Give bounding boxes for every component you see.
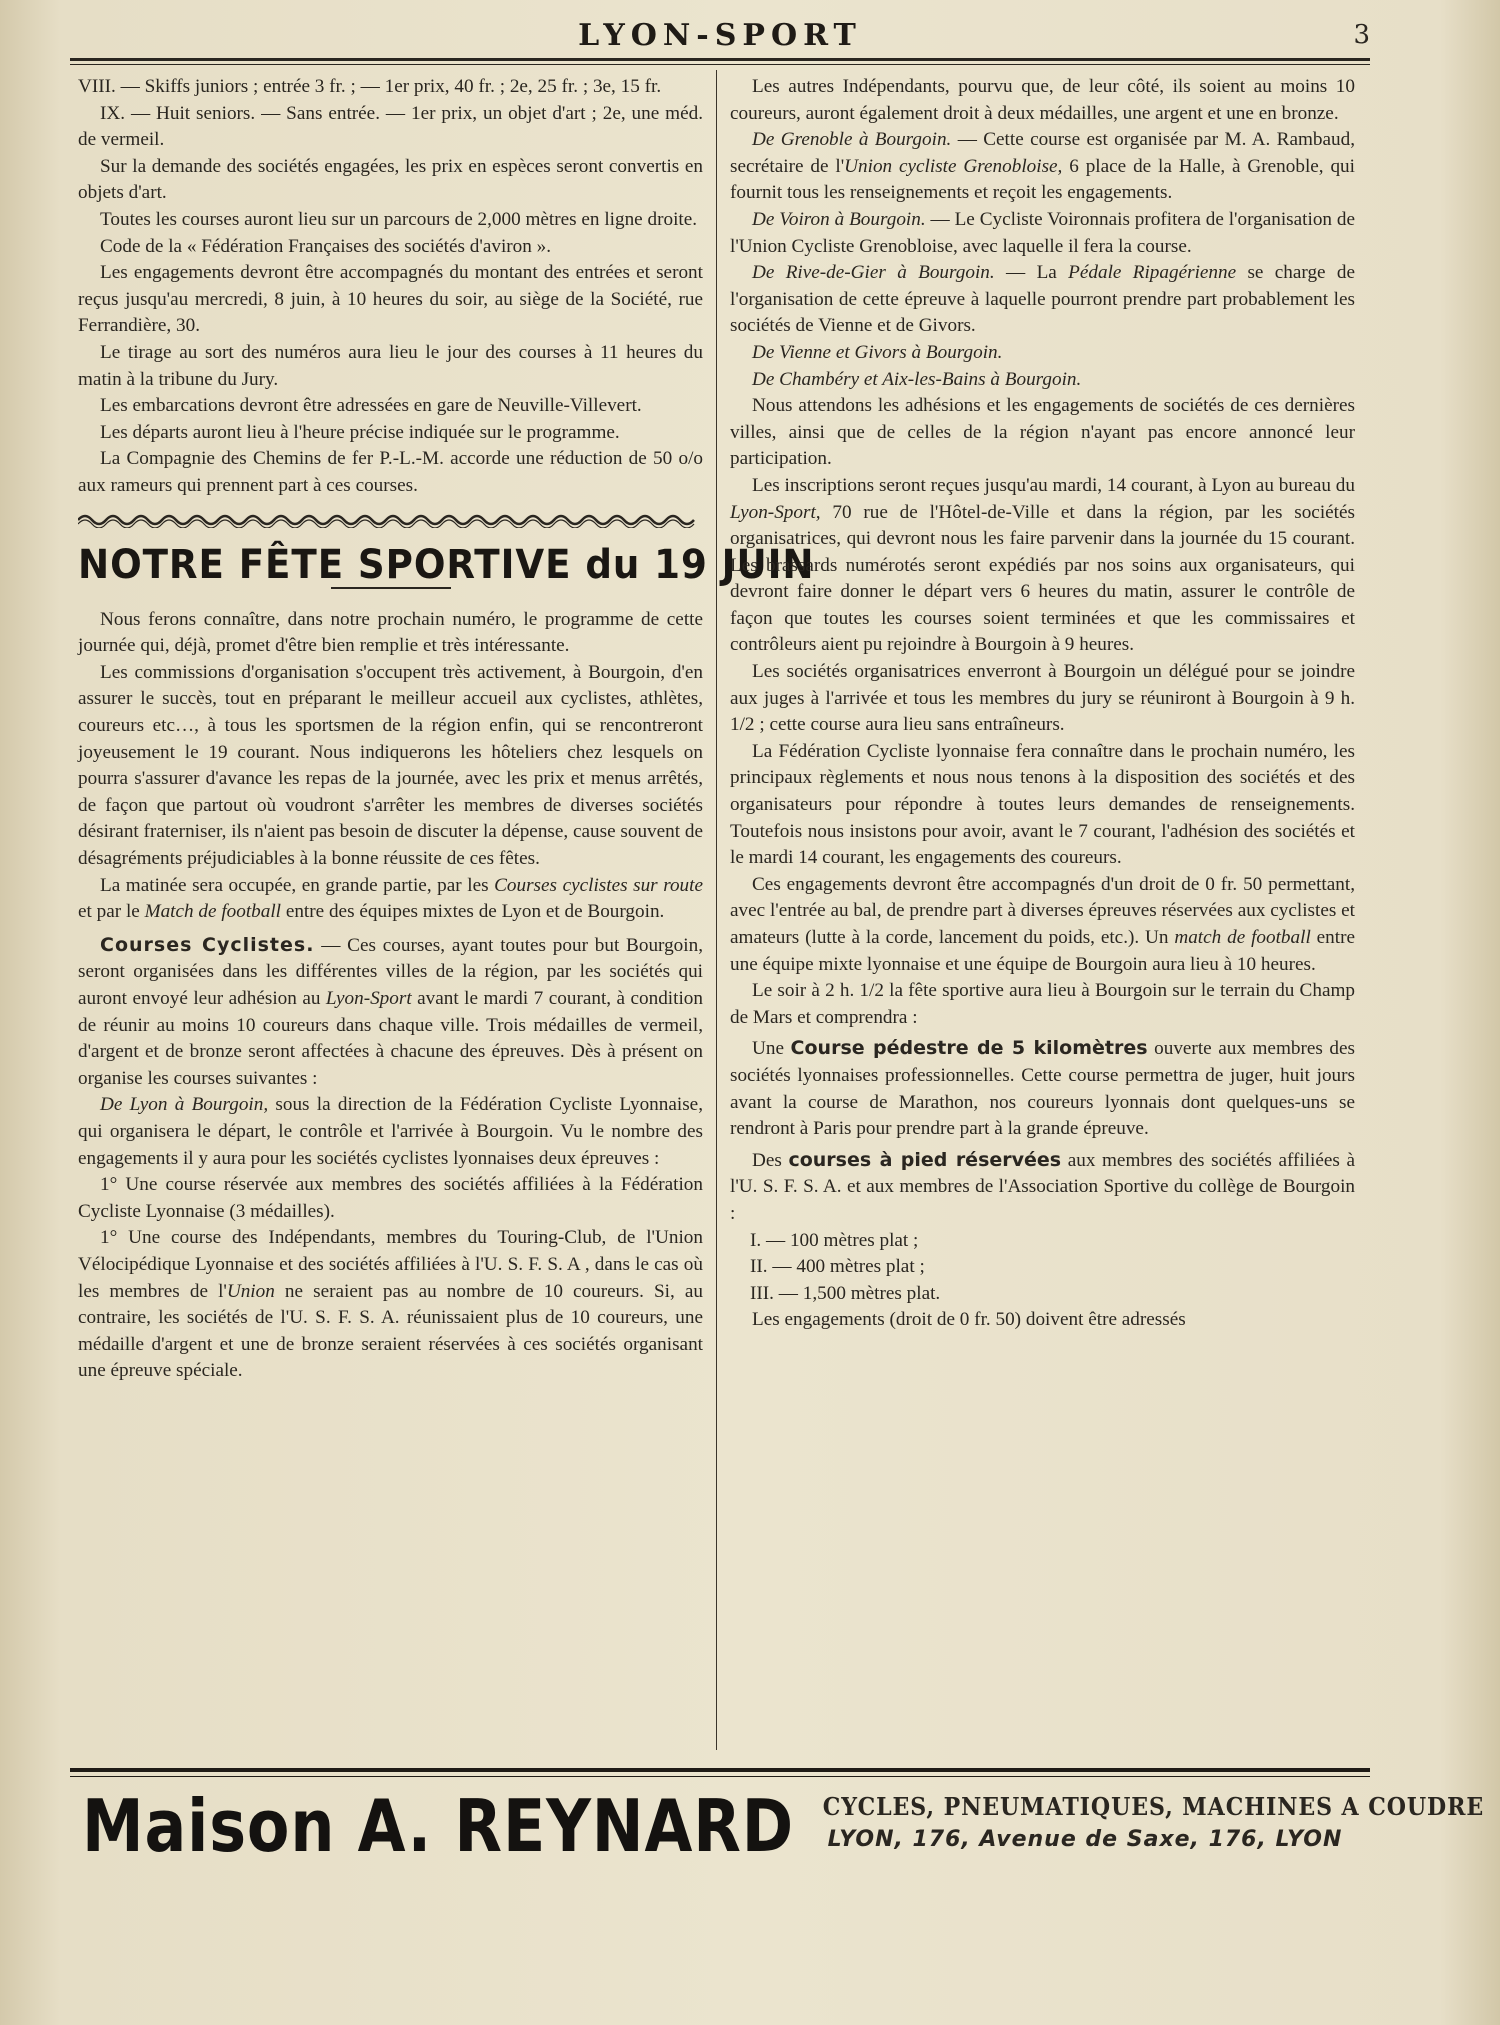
section-subhead: Courses Cyclistes. bbox=[100, 933, 315, 956]
paragraph: Courses Cyclistes. — Ces courses, ayant toutes pour but Bourgoin, seront organisées dans les différentes villes de la région, par les sociétés qui auront envoyé leur adhésion au Lyon-Sport avant le mardi 7 courant, à condition de réunir au moins 10 coureurs dans chaque ville. Trois médailles de vermeil, d'argent et de bronze seront affectées à chacune des épreuves. Dès à présent on organise les courses suivantes : bbox=[78, 933, 703, 1089]
advertisement-rule bbox=[70, 1768, 1370, 1772]
column-divider bbox=[716, 70, 717, 1750]
paragraph: VIII. — Skiffs juniors ; entrée 3 fr. ; — 1er prix, 40 fr. ; 2e, 25 fr. ; 3e, 15 fr. bbox=[78, 76, 662, 97]
paragraph: La matinée sera occupée, en grande partie, par les Courses cyclistes sur route et par le Match de football entre des équipes mixtes de Lyon et de Bourgoin. bbox=[78, 874, 703, 923]
paragraph: De Grenoble à Bourgoin. — Cette course est organisée par M. A. Rambaud, secrétaire de l'Union cycliste Grenobloise, 6 place de la Halle, à Grenoble, qui fournit tous les renseignements et reçoit les engagements. bbox=[730, 129, 1355, 204]
paragraph: Le tirage au sort des numéros aura lieu le jour des courses à 11 heures du matin à la tribune du Jury. bbox=[78, 341, 703, 390]
paragraph: 1° Une course réservée aux membres des sociétés affiliées à la Fédération Cycliste Lyonnaise (3 médailles). bbox=[78, 1174, 703, 1222]
right-column bbox=[730, 74, 1355, 1334]
advertisement-rule-thin bbox=[70, 1776, 1370, 1777]
paragraph: De Rive-de-Gier à Bourgoin. — La Pédale Ripagérienne se charge de l'organisation de cette épreuve à laquelle pourront prendre part probablement les sociétés de Vienne et de Givors. bbox=[730, 262, 1356, 337]
paragraph: Toutes les courses auront lieu sur un parcours de 2,000 mètres en ligne droite. bbox=[100, 208, 698, 230]
paragraph: Ces engagements devront être accompagnés d'un droit de 0 fr. 50 permettant, avec l'entrée au bal, de prendre part à diverses épreuves réservées aux cyclistes et amateurs (lutte à la corde, lancement du poids, etc.). Un match de football entre une équipe mixte lyonnaise et une équipe de Bourgoin aura lieu à 10 heures. bbox=[730, 873, 1356, 975]
list-item: III. — 1,500 mètres plat. bbox=[750, 1282, 941, 1304]
advertisement-name: Maison A. REYNARD bbox=[82, 1784, 795, 1868]
page-number: 3 bbox=[1353, 20, 1370, 50]
masthead-rule bbox=[70, 58, 1370, 61]
advertisement-address: LYON, 176, Avenue de Saxe, 176, LYON bbox=[827, 1827, 1343, 1852]
paragraph: De Lyon à Bourgoin, sous la direction de la Fédération Cycliste Lyonnaise, qui organisera le départ, le contrôle et l'arrivée à Bourgoin. Vu le nombre des engagements il y aura pour les sociétés cyclistes lyonnaises deux épreuves : bbox=[78, 1094, 703, 1169]
paragraph: La Compagnie des Chemins de fer P.-L.-M. accorde une réduction de 50 o/o aux rameurs qui prennent part à ces courses. bbox=[78, 448, 703, 496]
ornamental-divider bbox=[78, 512, 703, 528]
masthead bbox=[70, 18, 1370, 54]
paragraph: Les sociétés organisatrices enverront à Bourgoin un délégué pour se joindre aux juges à l'arrivée et tous les membres du jury se réuniront à Bourgoin à 9 h. 1/2 ; cette course aura lieu sans entraîneurs. bbox=[730, 661, 1355, 736]
paragraph: De Voiron à Bourgoin. — Le Cycliste Voironnais profitera de l'organisation de l'Union Cycliste Grenobloise, avec laquelle il fera la course. bbox=[730, 208, 1355, 257]
paragraph: Les départs auront lieu à l'heure précise indiquée sur le programme. bbox=[100, 421, 620, 443]
paragraph: Les commissions d'organisation s'occupent très activement, à Bourgoin, d'en assurer le succès, tout en préparant le meilleur accueil aux cyclistes, athlètes, coureurs etc…, à tous les sportsmen de la région enfin, qui se rencontreront joyeusement le 19 courant. Nous indiquerons les hôteliers chez lesquels on pourra s'assurer d'avance les repas de la journée, avec les prix et menus arrêtés, de façon que partout où voudront s'arrêter les membres de diverses sociétés désirant fraterniser, ils n'aient pas besoin de discuter la dépense, cause souvent de désagréments préjudiciables à la bonne réussite de ces fêtes. bbox=[78, 661, 703, 870]
paragraph: La Fédération Cycliste lyonnaise fera connaître dans le prochain numéro, les principaux règlements et nous nous tenons à la disposition des sociétés et des organisateurs pour répondre à toutes leurs demandes de renseignements. Toutefois nous insistons pour avoir, avant le 7 courant, l'adhésion des sociétés et le mardi 14 courant, les engagements des coureurs. bbox=[730, 740, 1355, 869]
paragraph: IX. — Huit seniors. — Sans entrée. — 1er prix, un objet d'art ; 2e, une méd. de vermeil. bbox=[78, 102, 703, 151]
paragraph: De Vienne et Givors à Bourgoin. bbox=[752, 341, 1003, 363]
left-column bbox=[78, 74, 815, 1385]
paragraph: Nous ferons connaître, dans notre prochain numéro, le programme de cette journée qui, déjà, promet d'être bien remplie et très intéressante. bbox=[78, 608, 703, 657]
paragraph: Les autres Indépendants, pourvu que, de leur côté, ils soient au moins 10 coureurs, auront également droit à deux médailles, une argent et une en bronze. bbox=[730, 76, 1355, 124]
masthead-rule-thin bbox=[70, 64, 1370, 65]
advertisement-products: CYCLES, PNEUMATIQUES, MACHINES A COUDRE bbox=[822, 1792, 1485, 1821]
paragraph: Les engagements devront être accompagnés du montant des entrées et seront reçus jusqu'au mercredi, 8 juin, à 10 heures du soir, au siège de la Société, rue Ferrandière, 30. bbox=[78, 262, 703, 337]
newspaper-title: LYON-SPORT bbox=[578, 18, 862, 53]
paragraph: Le soir à 2 h. 1/2 la fête sportive aura lieu à Bourgoin sur le terrain du Champ de Mars et comprendra : bbox=[730, 980, 1355, 1028]
paragraph: Les embarcations devront être adressées en gare de Neuville-Villevert. bbox=[100, 395, 642, 417]
paragraph: Une Course pédestre de 5 kilomètres ouverte aux membres des sociétés lyonnaises professionnelles. Cette course permettra de juger, huit jours avant la course de Marathon, nos coureurs lyonnais dont quelques-uns se rendront à Paris pour prendre part à la grande épreuve. bbox=[730, 1037, 1355, 1140]
list-item: II. — 400 mètres plat ; bbox=[750, 1256, 925, 1278]
paragraph: Des courses à pied réservées aux membres des sociétés affiliées à l'U. S. F. S. A. et aux membres de l'Association Sportive du collège de Bourgoin : bbox=[730, 1148, 1355, 1224]
list-item: I. — 100 mètres plat ; bbox=[750, 1229, 919, 1251]
advertisement-details bbox=[800, 1792, 1485, 1852]
article-headline: NOTRE FÊTE SPORTIVE du 19 JUIN bbox=[78, 542, 815, 589]
paragraph: 1° Une course des Indépendants, membres du Touring-Club, de l'Union Vélocipédique Lyonnaise et des sociétés affiliées à l'U. S. F. S. A , dans le cas où les membres de l'Union ne seraient pas au nombre de 10 coureurs. Si, au contraire, les sociétés de l'U. S. F. S. A. réunissaient plus de 10 coureurs, une médaille d'argent et une de bronze seraient réservées à ces sociétés organisant une épreuve spéciale. bbox=[78, 1227, 703, 1382]
paragraph: De Chambéry et Aix-les-Bains à Bourgoin. bbox=[752, 368, 1082, 390]
paragraph: Les engagements (droit de 0 fr. 50) doivent être adressés bbox=[752, 1309, 1186, 1331]
paragraph: Code de la « Fédération Françaises des sociétés d'aviron ». bbox=[100, 235, 552, 257]
paragraph: Nous attendons les adhésions et les engagements de sociétés de ces dernières villes, ainsi que de celles de la région n'ayant pas encore annoncé leur participation. bbox=[730, 395, 1355, 470]
paragraph: Les inscriptions seront reçues jusqu'au mardi, 14 courant, à Lyon au bureau du Lyon-Sport, 70 rue de l'Hôtel-de-Ville et dans la région, par les sociétés organisatrices, qui devront nous les faire parvenir dans la journée du 15 courant. Les brassards numérotés seront expédiés par nos soins aux organisateurs, qui devront faire donner le départ vers 6 heures du matin, assurer le contrôle de façon que toutes les courses soient terminées et que les commissaires et contrôleurs aient pu rejoindre à Bourgoin à 9 heures. bbox=[730, 474, 1355, 656]
paragraph: Sur la demande des sociétés engagées, les prix en espèces seront convertis en objets d'art. bbox=[78, 155, 703, 204]
